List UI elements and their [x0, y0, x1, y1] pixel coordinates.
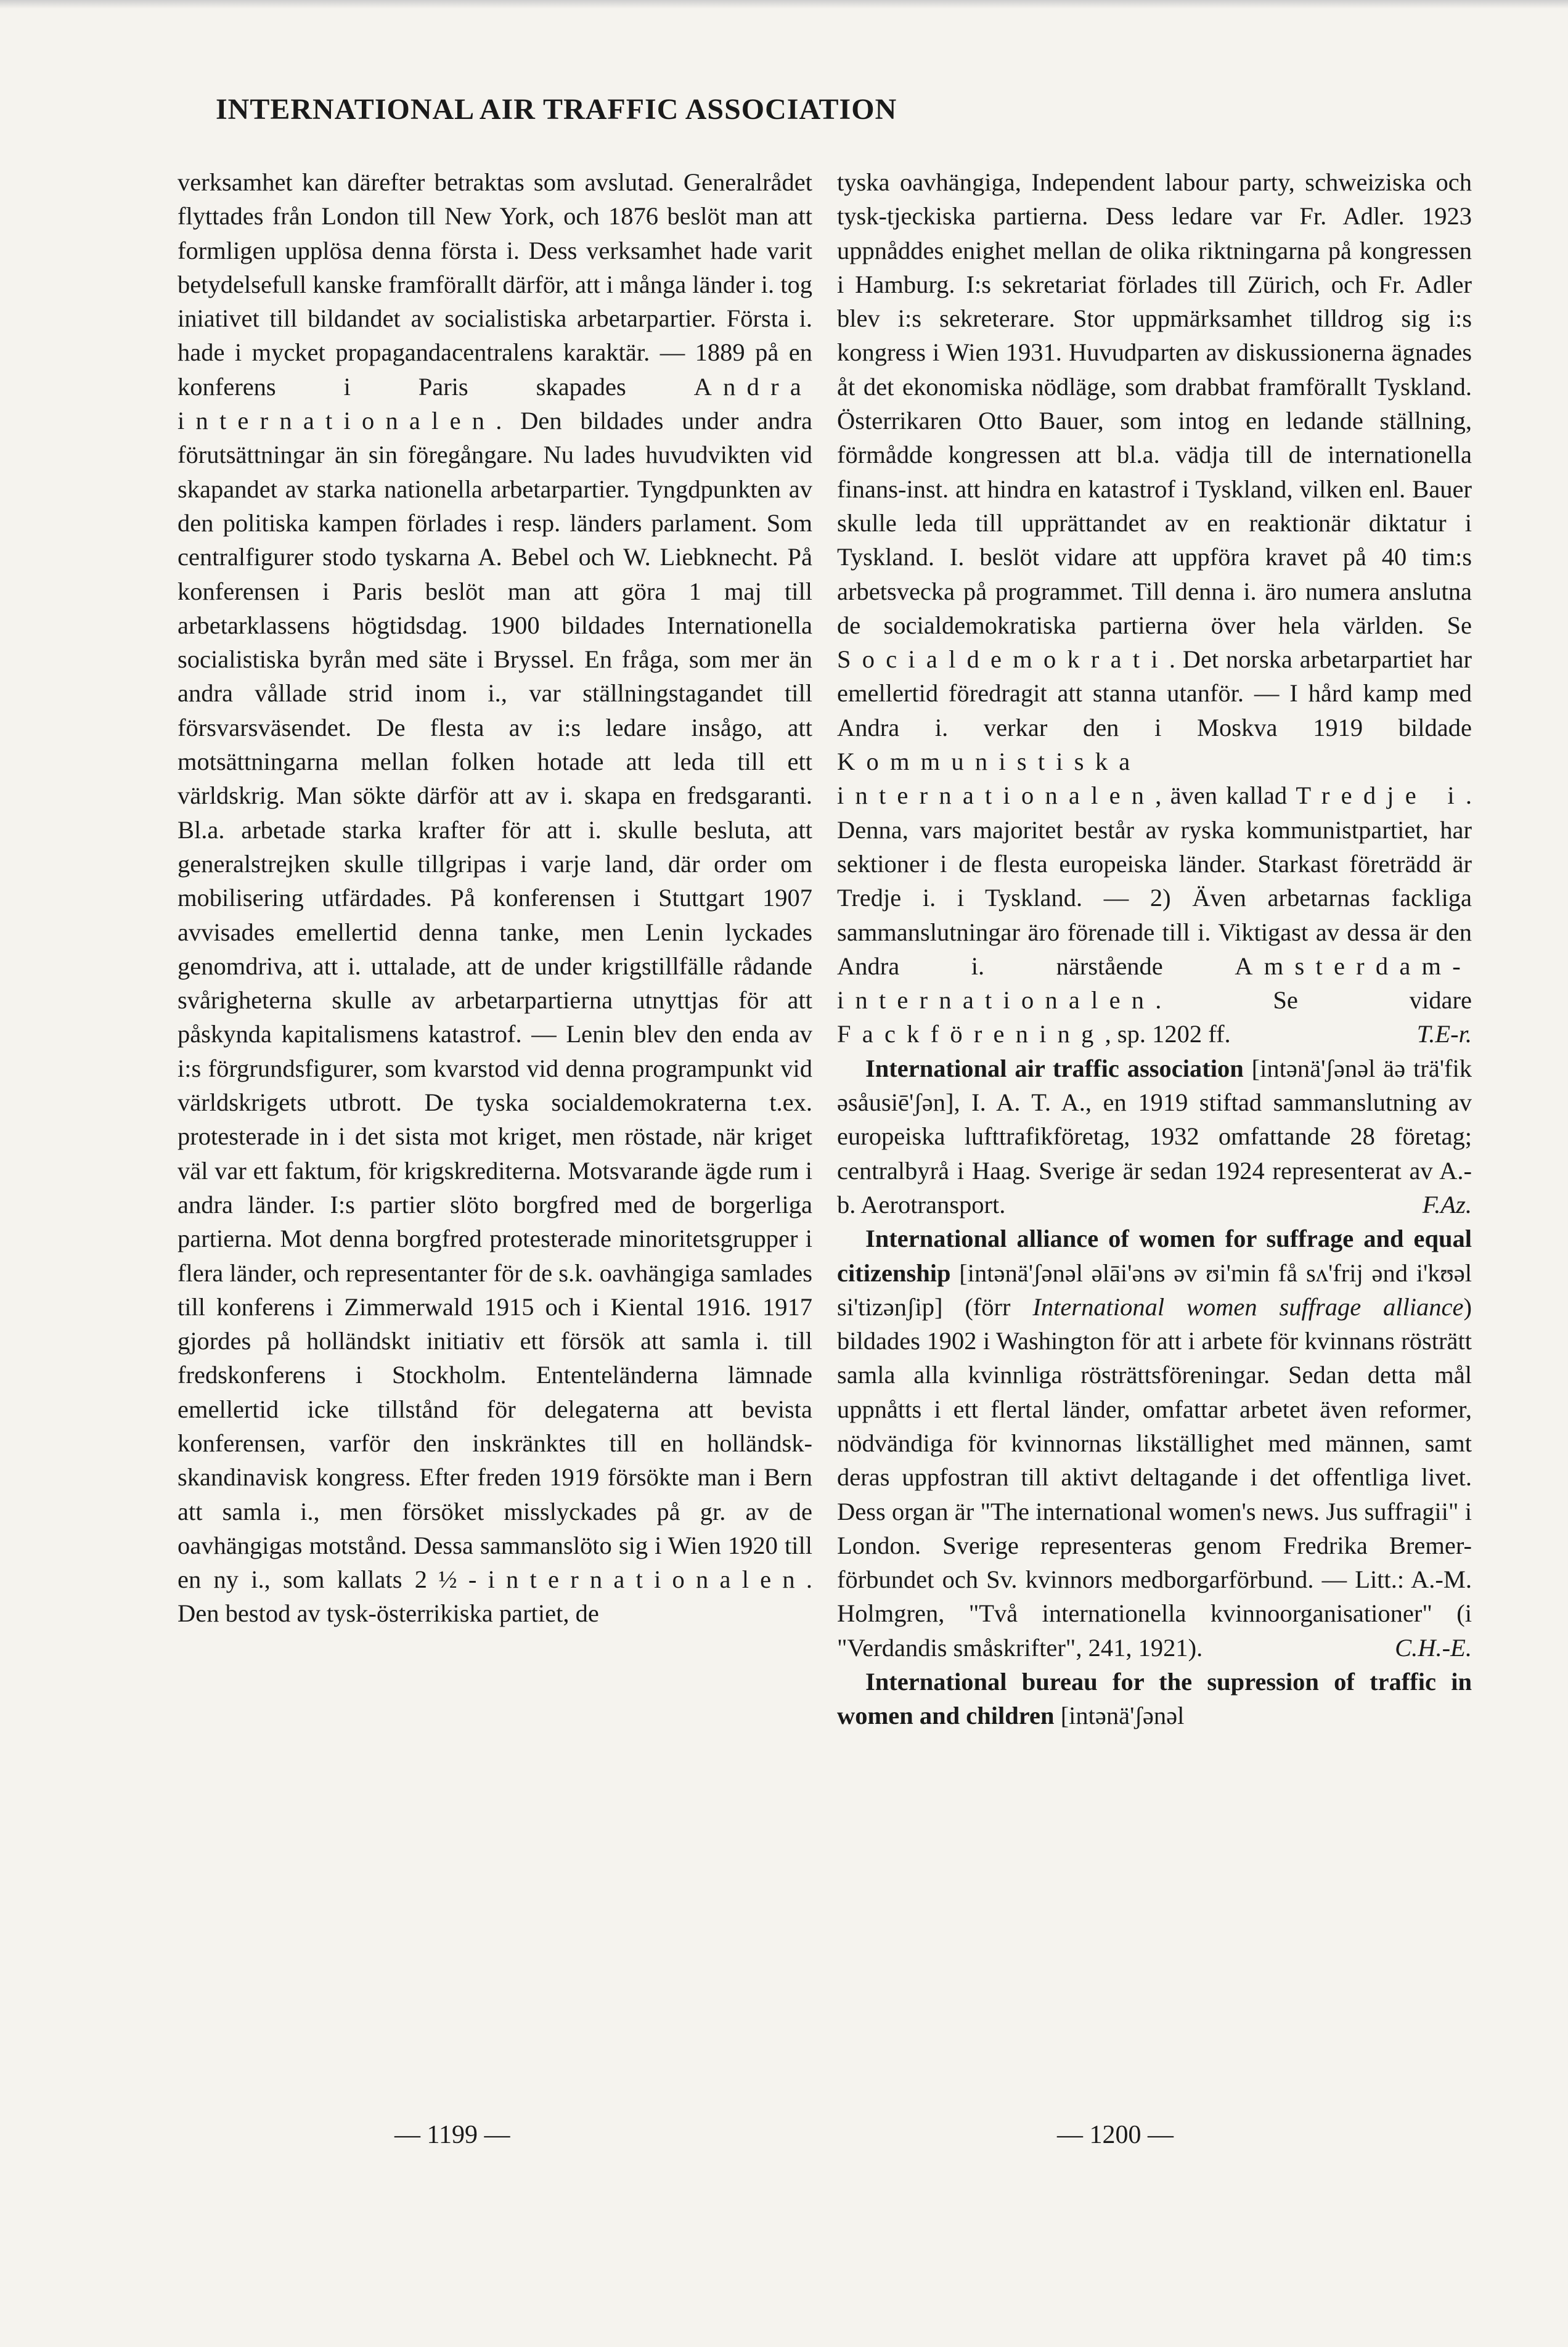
author-signature: T.E-r. [1416, 1020, 1472, 1048]
spaced-term: Socialdemokrati [837, 645, 1169, 674]
entry-headword: International alliance of women for suffrage and equal citizenship [837, 1225, 1472, 1287]
page-number-left: — 1199 — [394, 2121, 510, 2149]
left-column [178, 165, 812, 1631]
entry-iata: International air traffic association [intənä'ʃənəl äə trä'fik əsåusiē'ʃən], I. A. T. A., en 1919 stiftad sammanslutning av europeiska lufttrafikföretag, 1932 omfattande 28 företag; centralbyrå i Haag. Sverige är sedan 1924 representerat av A.-b. Aerotransport. F.Az. [837, 1051, 1472, 1222]
entry-alliance-women: International alliance of women for suffrage and equal citizenship [intənä'ʃənəl əlāi'əns əv ʊi'min få sʌ'frij ənd i'kʊəl si'tizənʃip] (förr International women suffrage alliance) bildades 1902 i Washington för att i arbete för kvinnans rösträtt samla alla kvinnliga rösträttsföreningar. Sedan detta mål uppnåtts i ett flertal länder, omfattar arbetet även reformer, nödvändiga för kvinnornas likställighet med männen, samt deras uppfostran till aktivt deltagande i det offentliga livet. Dess organ är "The international women's news. Jus suffragii" i London. Sverige representeras genom Fredrika Bremer-förbundet och Sv. kvinnors medborgarförbund. — Litt.: A.-M. Holmgren, "Två internationella kvinnoorganisationer" (i "Verdandis småskrifter", 241, 1921). C.H.-E. [837, 1222, 1472, 1665]
running-head: INTERNATIONAL AIR TRAFFIC ASSOCIATION [216, 93, 897, 126]
author-signature: C.H.-E. [1395, 1633, 1472, 1662]
page-number-right: — 1200 — [1057, 2121, 1174, 2149]
spaced-term: Andra internationalen [178, 372, 812, 435]
spaced-term: Kommunistiska internationalen [837, 748, 1156, 810]
spaced-term: Tredje i [1296, 782, 1466, 810]
entry-headword: International bureau for the supression of traffic in women and children [837, 1668, 1472, 1730]
author-signature: F.Az. [1422, 1190, 1472, 1218]
spaced-term: 2½-internationalen [414, 1565, 806, 1594]
spaced-term: Amsterdam-internationalen [837, 952, 1472, 1014]
spaced-term: Fackförening [837, 1020, 1105, 1048]
italic-title: International women suffrage alliance [1032, 1292, 1464, 1321]
article-continuation: verksamhet kan därefter betraktas som avslutad. Generalrådet flyttades från London till New York, och 1876 beslöt man att formligen upplösa denna första i. Dess verksamhet hade varit betydelsefull kanske framförallt därför, att i många länder i. tog iniativet till bildandet av socialistiska arbetarpartier. Första i. hade i mycket propagandacentralens karaktär. — 1889 på en konferens i Paris skapades Andra internationalen. Den bildades under andra förutsättningar än sin föregångare. Nu lades huvudvikten vid skapandet av starka nationella arbetarpartier. Tyngdpunkten av den politiska kampen förlades i resp. länders parlament. Som centralfigurer stodo tyskarna A. Bebel och W. Liebknecht. På konferensen i Paris beslöt man att göra 1 maj till arbetarklassens högtidsdag. 1900 bildades Internationella socialistiska byrån med säte i Bryssel. En fråga, som mer än andra vållade strid inom i., var ställningstagandet till försvarsväsendet. De flesta av i:s ledare insågo, att motsättningarna mellan folken hotade att leda till ett världskrig. Man sökte därför att av i. skapa en fredsgaranti. Bl.a. arbetade starka krafter för att i. skulle besluta, att generalstrejken skulle tillgripas i varje land, där order om mobilisering utfärdades. På konferensen i Stuttgart 1907 avvisades emellertid denna tanke, men Lenin lyckades genomdriva, att i. uttalade, att de under krigstillfälle rådande svårigheterna skulle av arbetarpartierna utnyttjas för att påskynda kapitalismens katastrof. — Lenin blev den enda av i:s förgrundsfigurer, som kvarstod vid denna programpunkt vid världskrigets utbrott. De tyska socialdemokraterna t.ex. protesterade in i det sista mot kriget, men röstade, när kriget väl var ett faktum, för krigskrediterna. Motsvarande ägde rum i andra länder. I:s partier slöto borgfred med de borgerliga partierna. Mot denna borgfred protesterade minoritetsgrupper i flera länder, och representanter för de s.k. oavhängiga samlades till konferens i Zimmerwald 1915 och i Kiental 1916. 1917 gjordes på holländskt initiativ ett försök att samla i. till fredskonferens i Stockholm. Ententeländerna lämnade emellertid icke tillstånd för delegaterna att bevista konferensen, varför den inskränktes till en holländsk-skandinavisk kongress. Efter freden 1919 försökte man i Bern att samla i., men försöket misslyckades på gr. av de oavhängigas motstånd. Dessa sammanslöto sig i Wien 1920 till en ny i., som kallats 2½-internationalen. Den bestod av tysk-österrikiska partiet, de [178, 168, 812, 1628]
entry-bureau-traffic: International bureau for the supression of traffic in women and children [intənä'ʃənəl [837, 1668, 1472, 1730]
entry-headword: International air traffic association [865, 1054, 1244, 1082]
article-continuation: tyska oavhängiga, Independent labour party, schweiziska och tysk-tjeckiska partierna. Dess ledare var Fr. Adler. 1923 uppnåddes enighet mellan de olika riktningarna på kongressen i Hamburg. I:s sekretariat förlades till Zürich, och Fr. Adler blev i:s sekreterare. Stor uppmärksamhet tilldrog sig i:s kongress i Wien 1931. Huvudparten av diskussionerna ägnades åt det ekonomiska nödläge, som drabbat framförallt Tyskland. Österrikaren Otto Bauer, som intog en ledande ställning, förmådde kongressen att bl.a. vädja till de internationella finans-inst. att hindra en katastrof i Tyskland, vilken enl. Bauer skulle leda till upprättandet av en reaktionär diktatur i Tyskland. I. beslöt vidare att uppföra kravet på 40 tim:s arbetsvecka på programmet. Till denna i. äro numera anslutna de socialdemokratiska partierna över hela världen. Se Socialdemokrati. Det norska arbetarpartiet har emellertid föredragit att stanna utanför. — I hård kamp med Andra i. verkar den i Moskva 1919 bildade Kommunistiska internationalen, även kallad Tredje i. Denna, vars majoritet består av ryska kommunistpartiet, har sektioner i de flesta europeiska länder. Starkast företrädd är Tredje i. i Tyskland. — 2) Även arbetarnas fackliga sammanslutningar äro förenade till i. Viktigast av dessa är den Andra i. närstående Amsterdam-internationalen. Se vidare Fackförening, sp. 1202 ff. T.E-r. [837, 165, 1472, 1051]
right-column [837, 165, 1472, 1733]
page-edge [0, 0, 1568, 9]
